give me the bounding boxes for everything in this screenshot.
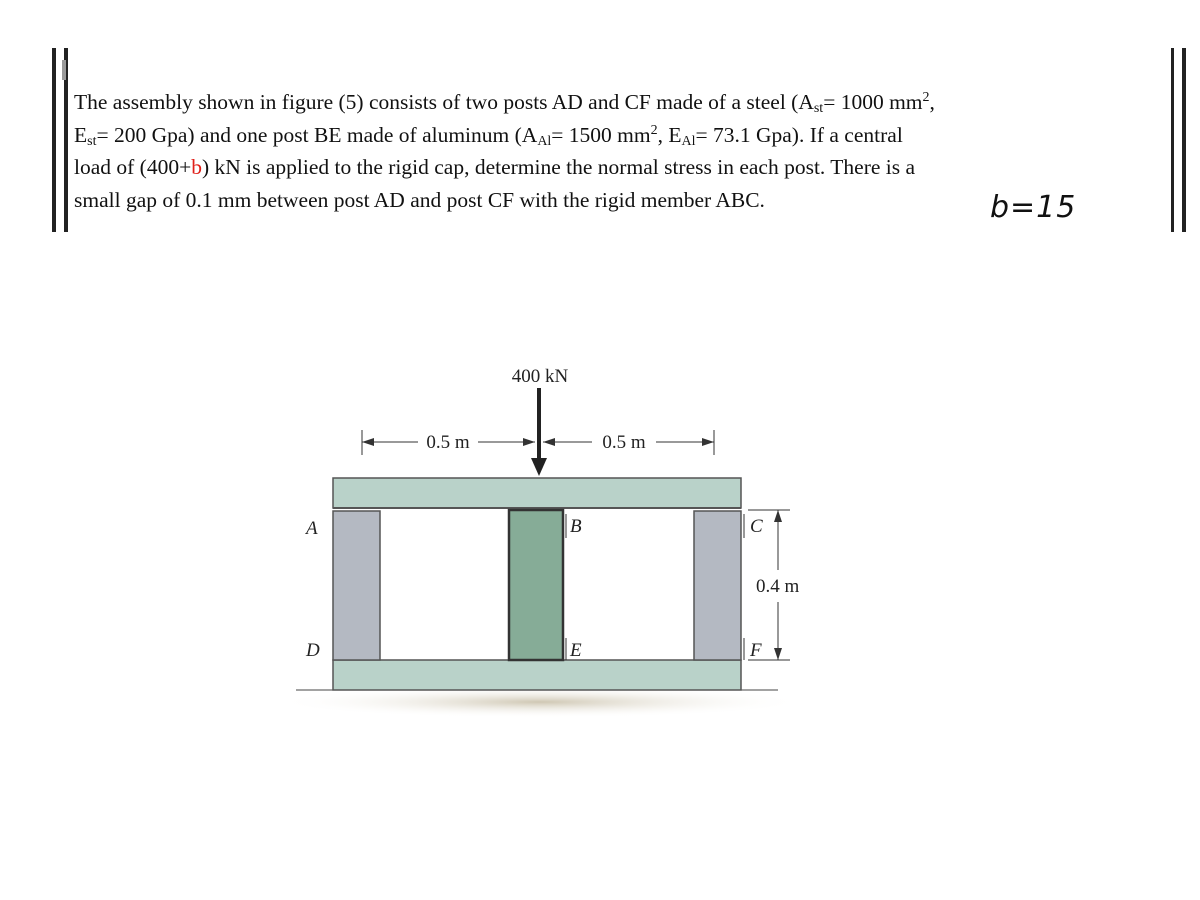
load-arrowhead xyxy=(531,458,547,476)
ground-shadow xyxy=(275,686,805,718)
handwritten-note: b=15 xyxy=(990,190,1077,225)
base-plate xyxy=(333,660,741,690)
dim-arrow-left-end xyxy=(362,438,374,446)
dim-right-label: 0.5 m xyxy=(602,432,646,453)
problem-text: The assembly shown in figure (5) consists of two posts AD and CF made of a steel ($A_{st}= 1000$ $mm^2$, $E_{st}= 200$ Gpa) and one post BE made of aluminum ($A_{Al}= 1500$ $mm^2$, $E_{Al}= 73.1$ Gpa). If a central load of (400+b) kN is applied to the rigid cap, determine the normal stress in each post. There is a small gap of 0.1 mm between post AD and post CF with the rigid member ABC. xyxy=(74,89,935,212)
dim-arrow-right-end xyxy=(702,438,714,446)
dim-arrow-left-mid xyxy=(523,438,535,446)
height-arrow-bottom xyxy=(774,648,782,660)
point-label-E: E xyxy=(570,640,582,661)
point-label-C: C xyxy=(750,516,763,537)
point-label-D: D xyxy=(306,640,320,661)
point-label-B: B xyxy=(570,516,582,537)
point-label-F: F xyxy=(750,640,762,661)
dim-arrow-right-mid xyxy=(543,438,555,446)
point-label-A: A xyxy=(306,518,318,539)
steel-post-CF xyxy=(694,511,741,660)
height-label: 0.4 m xyxy=(756,576,800,597)
steel-post-AD xyxy=(333,511,380,660)
aluminum-post-BE xyxy=(509,510,563,660)
load-label: 400 kN xyxy=(511,366,569,387)
variable-b: b xyxy=(191,155,202,179)
dim-left-label: 0.5 m xyxy=(426,432,470,453)
height-arrow-top xyxy=(774,510,782,522)
rigid-cap xyxy=(333,478,741,508)
